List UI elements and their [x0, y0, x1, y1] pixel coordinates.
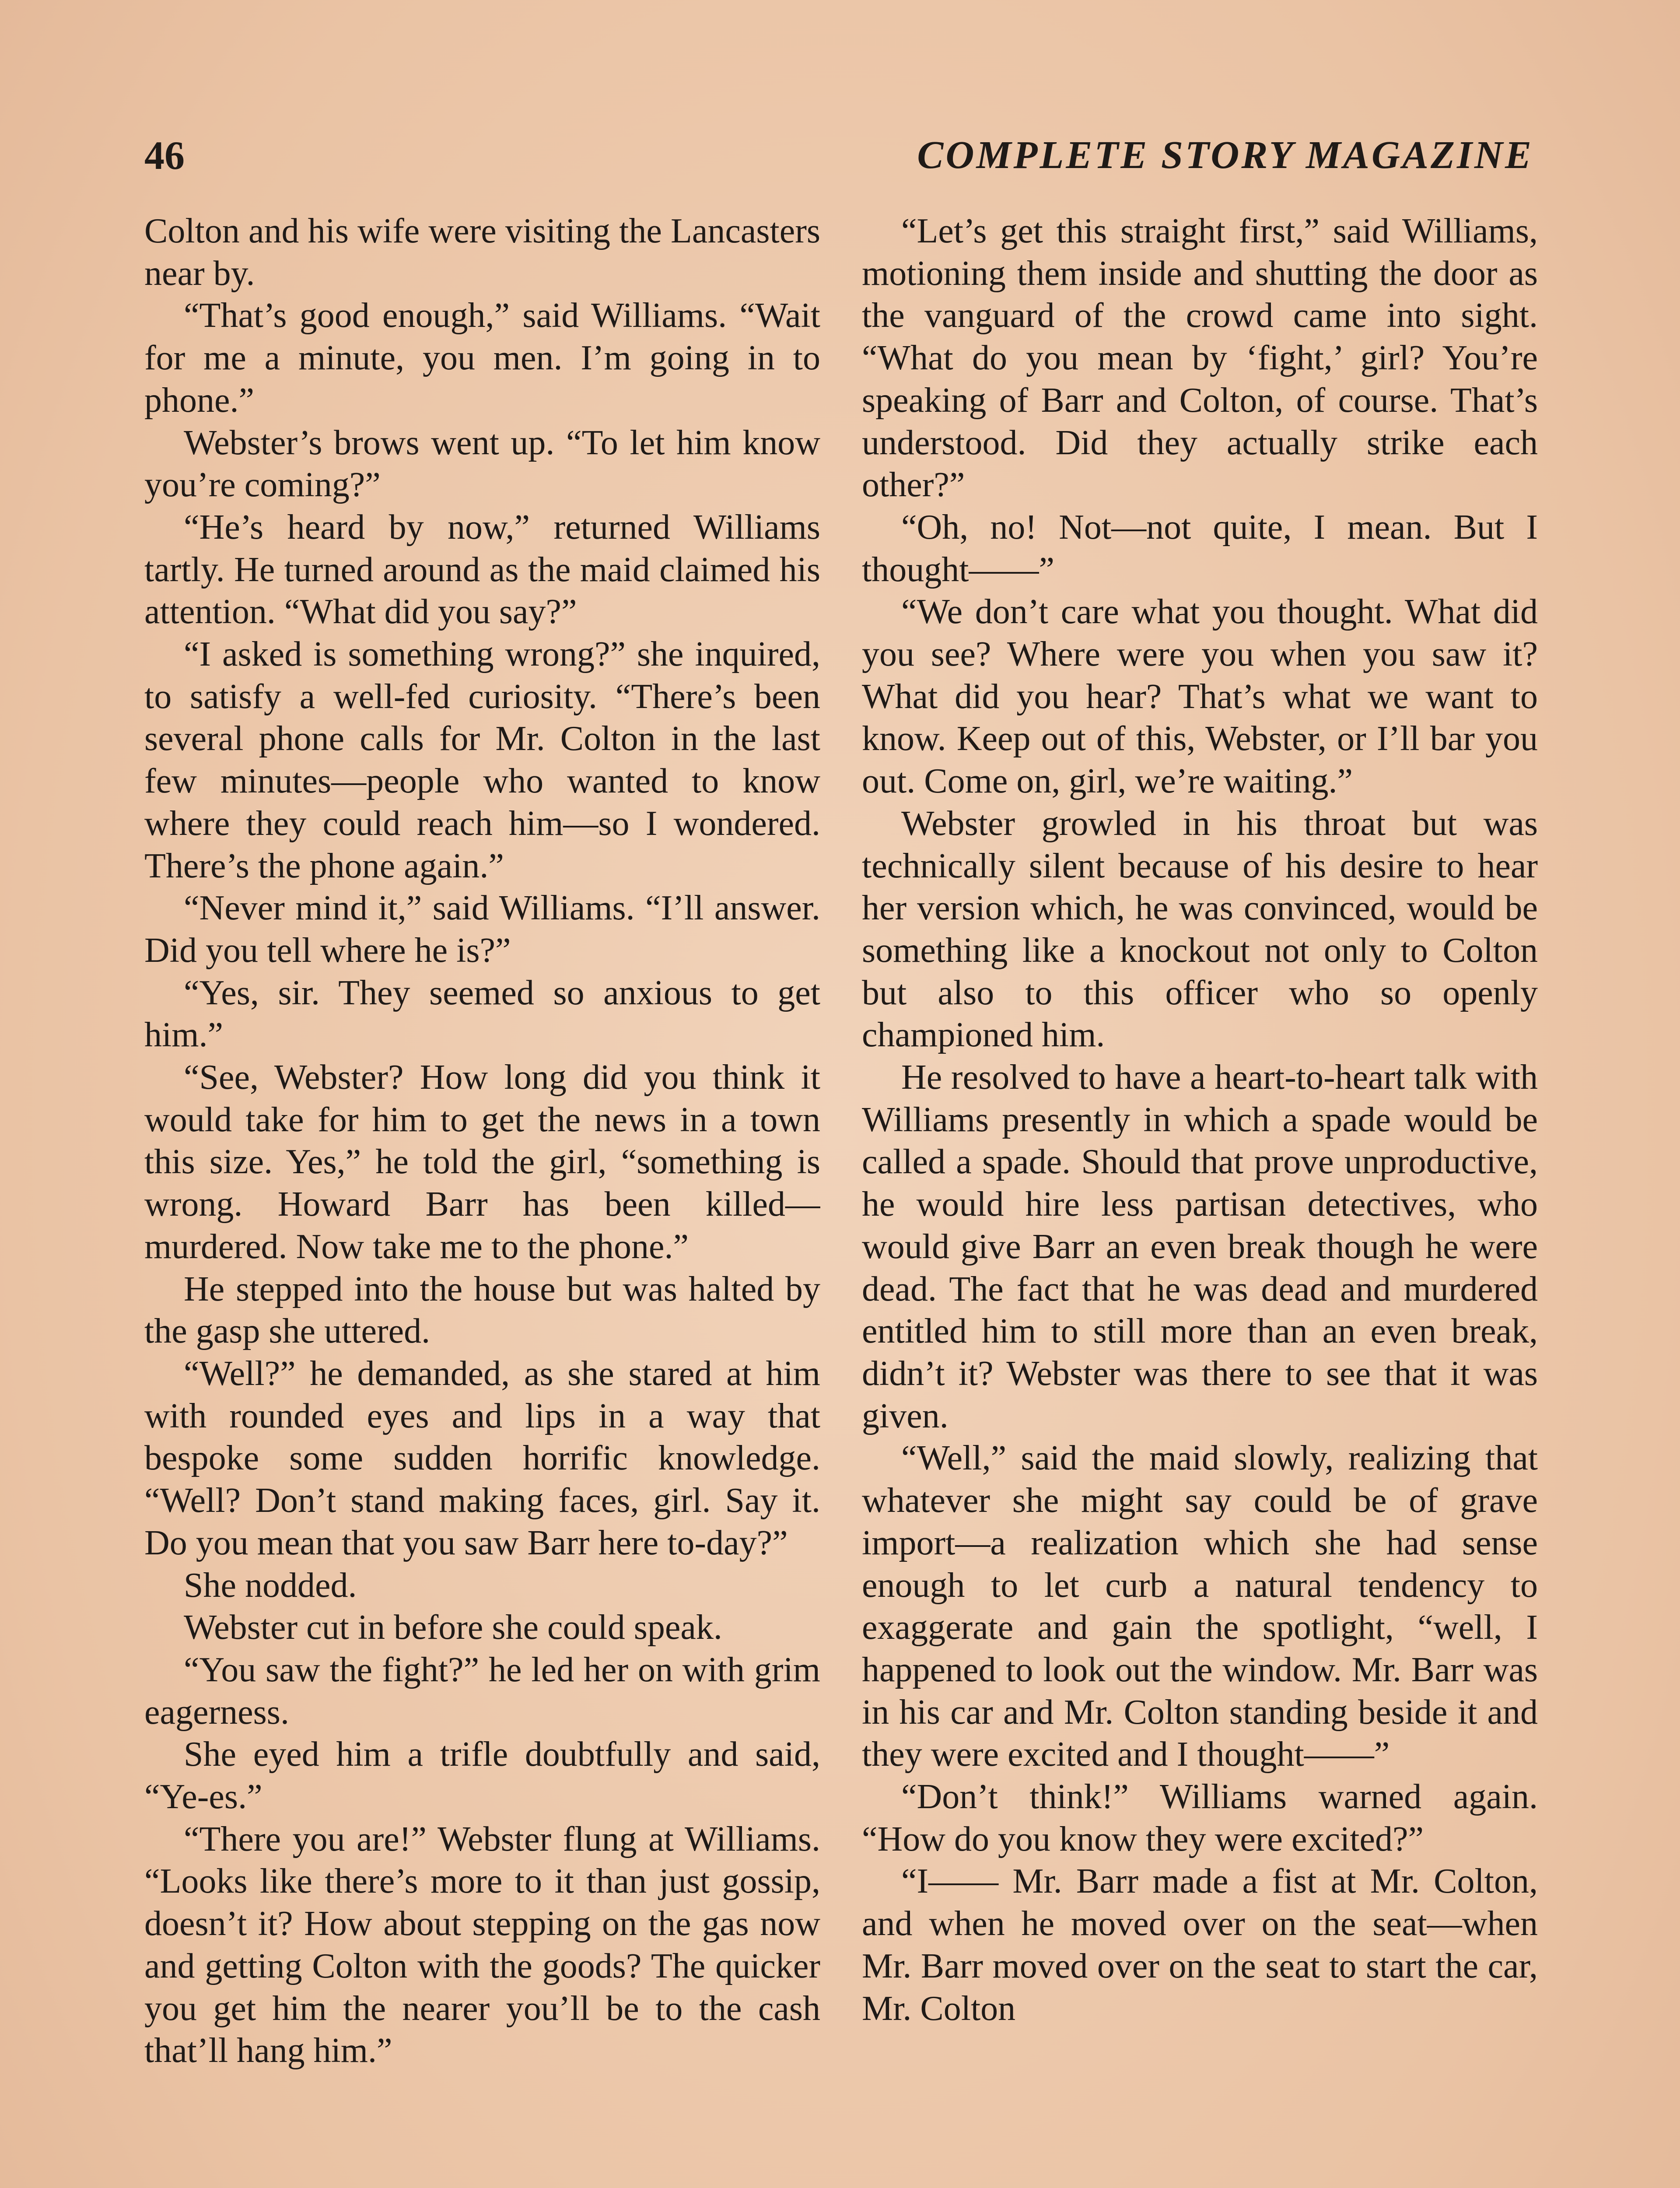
text-column-right — [862, 210, 1538, 2188]
running-title: COMPLETE STORY MAGAZINE — [917, 133, 1533, 177]
paragraph: Colton and his wife were visiting the Lancasters near by. — [144, 212, 820, 293]
paragraph: “Let’s get this straight first,” said Williams, motioning them inside and shutting the door as the vanguard of the crowd came into sight. “What do you mean by ‘fight,’ girl? You’re speaking of Barr and Colton, of course. That’s understood. Did they actually strike each other?” — [862, 212, 1538, 505]
paragraph: “There you are!” Webster flung at Williams. “Looks like there’s more to it than just gossip, doesn’t it? How about stepping on the gas now and getting Colton with the goods? The quicker you get him the nearer you’ll be to the cash that’ll hang him.” — [144, 1820, 820, 2070]
paragraph: Webster’s brows went up. “To let him know you’re coming?” — [144, 423, 820, 505]
paragraph: “Yes, sir. They seemed so anxious to get him.” — [144, 973, 820, 1055]
paragraph: “That’s good enough,” said Williams. “Wait for me a minute, you men. I’m going in to phone.” — [144, 296, 820, 420]
paragraph: She eyed him a trifle doubtfully and said, “Ye-es.” — [144, 1735, 820, 1816]
text-column-left — [144, 210, 820, 2188]
paragraph: Webster cut in before she could speak. — [184, 1608, 722, 1647]
paragraph: “Never mind it,” said Williams. “I’ll answer. Did you tell where he is?” — [144, 889, 820, 970]
paragraph: “I—— Mr. Barr made a fist at Mr. Colton, and when he moved over on the seat—when Mr. Barr moved over on the seat to start the car, Mr. Colton — [862, 1862, 1538, 2028]
paragraph: “You saw the fight?” he led her on with grim eagerness. — [144, 1650, 820, 1732]
paragraph: “Oh, no! Not—not quite, I mean. But I thought——” — [862, 508, 1538, 589]
paragraph: “See, Webster? How long did you think it would take for him to get the news in a town this size. Yes,” he told the girl, “something is wrong. Howard Barr has been killed—murdered. Now take me to the phone.” — [144, 1058, 820, 1266]
paragraph: Webster growled in his throat but was technically silent because of his desire to hear her version which, he was convinced, would be something like a knockout not only to Colton but also to this officer who so openly championed him. — [862, 804, 1538, 1055]
paragraph: “He’s heard by now,” returned Williams tartly. He turned around as the maid claimed his attention. “What did you say?” — [144, 508, 820, 631]
paragraph: “Well?” he demanded, as she stared at him with rounded eyes and lips in a way that bespoke some sudden horrific knowledge. “Well? Don’t stand making faces, girl. Say it. Do you mean that you saw Barr here to-day?” — [144, 1354, 820, 1562]
paragraph: He stepped into the house but was halted by the gasp she uttered. — [144, 1269, 820, 1351]
paragraph: “We don’t care what you thought. What did you see? Where were you when you saw it? What did you hear? That’s what we want to know. Keep out of this, Webster, or I’ll bar you out. Come on, girl, we’re waiting.” — [862, 593, 1538, 801]
paragraph: He resolved to have a heart-to-heart talk with Williams presently in which a spade would be called a spade. Should that prove unproductive, he would hire less partisan detectives, who would give Barr an even break though he were dead. The fact that he was dead and murdered entitled him to still more than an even break, didn’t it? Webster was there to see that it was given. — [862, 1058, 1538, 1435]
paragraph: “I asked is something wrong?” she inquired, to satisfy a well-fed curiosity. “There’s been several phone calls for Mr. Colton in the last few minutes—people who wanted to know where they could reach him—so I wondered. There’s the phone again.” — [144, 635, 820, 885]
page-number: 46 — [144, 133, 185, 178]
paragraph: “Don’t think!” Williams warned again. “How do you know they were excited?” — [862, 1778, 1538, 1858]
page-header — [144, 127, 1533, 184]
paragraph: She nodded. — [184, 1566, 357, 1605]
paragraph: “Well,” said the maid slowly, realizing that whatever she might say could be of grave import—a realization which she had sense enough to let curb a natural tendency to exaggerate and gain the spotlight, “well, I happened to look out the window. Mr. Barr was in his car and Mr. Colton standing beside it and they were excited and I thought——” — [862, 1439, 1538, 1774]
